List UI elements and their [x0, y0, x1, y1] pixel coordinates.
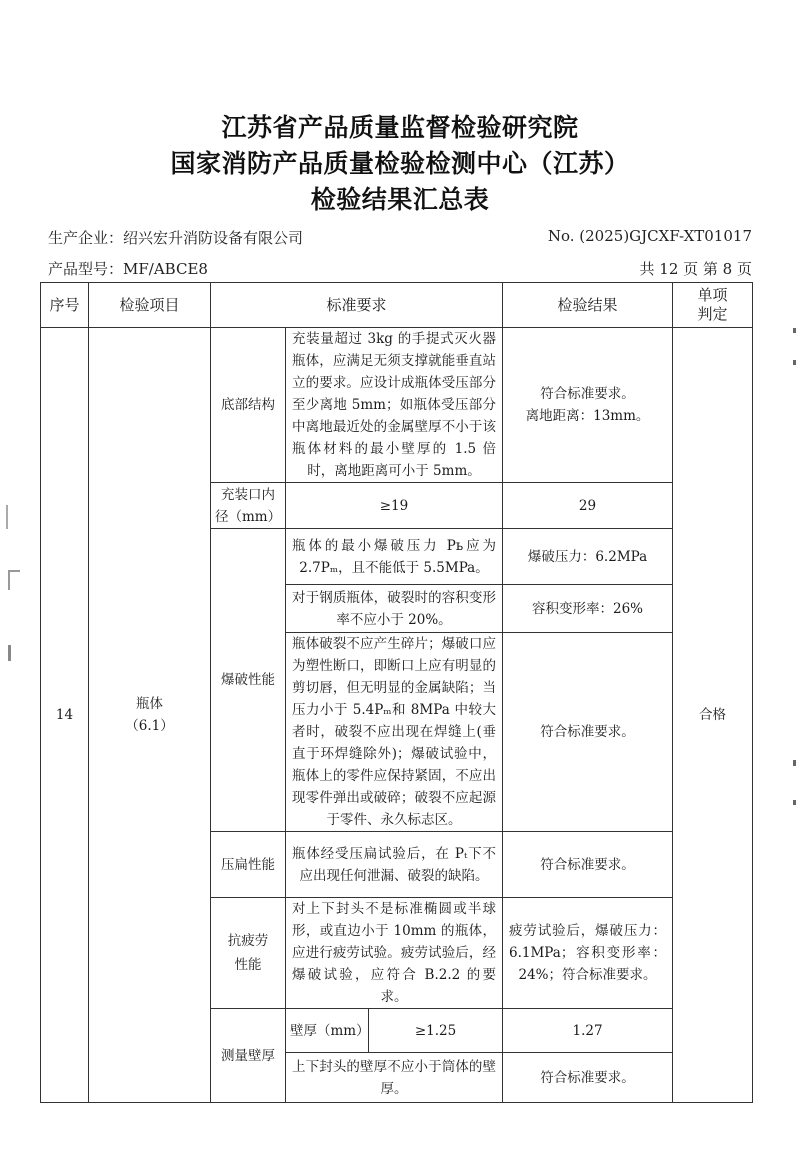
- burst-name: 爆破性能: [211, 529, 286, 832]
- burst-result-2: 容积变形率：26%: [503, 585, 673, 633]
- verdict-cell: 合格: [673, 328, 753, 1103]
- table-title: 检验结果汇总表: [310, 185, 490, 214]
- wall-sub-label: 壁厚（mm）: [286, 1009, 369, 1053]
- flattening-name: 压扁性能: [211, 832, 286, 898]
- manufacturer-label: 生产企业：: [48, 229, 124, 247]
- burst-requirement-3: 瓶体破裂不应产生碎片；爆破口应为塑性断口，即断口上应有明显的剪切唇，但无明显的金属缺陷；当压力小于 5.4Pₘ和 8MPa 中较大者时，破裂不应出现在焊缝上(垂直于环焊缝除外)；爆破试验中，瓶体上的零件应保持紧固，不应出现零件弹出或破碎；破裂不应起源于零件、永久标志区。: [286, 633, 503, 832]
- burst-result-3: 符合标准要求。: [503, 633, 673, 832]
- wall-requirement: ≥1.25: [369, 1009, 503, 1053]
- seq-cell: 14: [41, 328, 89, 1103]
- results-table: [40, 282, 753, 1103]
- burst-result-1: 爆破压力：6.2MPa: [503, 529, 673, 585]
- header-requirement: 标准要求: [211, 283, 503, 328]
- model-line: [48, 258, 208, 279]
- inlet-result: 29: [503, 483, 673, 529]
- bottom-structure-result: [503, 328, 673, 483]
- inlet-name: 充装口内径（mm）: [211, 483, 286, 529]
- scan-mark: [8, 570, 20, 590]
- scan-mark: [8, 645, 11, 661]
- header-verdict: 单项判定: [673, 283, 753, 328]
- wall-name: 测量壁厚: [211, 1009, 286, 1103]
- item-clause: （6.1）: [125, 718, 174, 734]
- bottom-result-line1: 符合标准要求。: [540, 386, 635, 402]
- item-cell: [89, 328, 211, 1103]
- bottom-structure-requirement: 充装量超过 3kg 的手提式灭火器瓶体，应满足无须支撑就能垂直站立的要求。应设计成瓶体受压部分至少离地 5mm；如瓶体受压部分中离地最近处的金属壁厚不小于该瓶体材料的最小壁厚的 1.5 倍时，离地距离可小于 5mm。: [286, 328, 503, 483]
- scan-mark: [793, 360, 796, 365]
- bottom-result-line2: 离地距离：13mm。: [525, 408, 650, 424]
- flattening-result: 符合标准要求。: [503, 832, 673, 898]
- scan-mark: [6, 505, 20, 529]
- institute-title: 江苏省产品质量监督检验研究院: [221, 113, 579, 142]
- wall-head-requirement: 上下封头的壁厚不应小于筒体的壁厚。: [286, 1053, 503, 1103]
- bottom-structure-name: 底部结构: [211, 328, 286, 483]
- inlet-requirement: ≥19: [286, 483, 503, 529]
- header-result: 检验结果: [503, 283, 673, 328]
- fatigue-requirement: 对上下封头不是标准椭圆或半球形，或直边小于 10mm 的瓶体，应进行疲劳试验。疲劳试验后，经爆破试验，应符合 B.2.2 的要求。: [286, 898, 503, 1009]
- model-value: MF/ABCE8: [123, 260, 208, 278]
- scan-mark: [793, 328, 796, 333]
- item-name: 瓶体: [136, 696, 163, 712]
- burst-requirement-1: 瓶体的最小爆破压力 Pь应为 2.7Pₘ，且不能低于 5.5MPa。: [286, 529, 503, 585]
- wall-head-result: 符合标准要求。: [503, 1053, 673, 1103]
- scan-mark: [793, 800, 796, 805]
- manufacturer-value: 绍兴宏升消防设备有限公司: [123, 229, 304, 247]
- row-bottom-structure: [41, 328, 753, 483]
- header-row: [41, 283, 753, 328]
- page-count: 共 12 页 第 8 页: [639, 260, 752, 278]
- header-item: 检验项目: [89, 283, 211, 328]
- fatigue-result: 疲劳试验后，爆破压力：6.1MPa；容积变形率：24%；符合标准要求。: [503, 898, 673, 1009]
- scan-mark: [793, 760, 796, 766]
- header-seq: 序号: [41, 283, 89, 328]
- wall-result: 1.27: [503, 1009, 673, 1053]
- model-label: 产品型号：: [48, 260, 124, 278]
- fatigue-name: 抗疲劳性能: [211, 898, 286, 1009]
- flattening-requirement: 瓶体经受压扁试验后，在 Pₜ下不应出现任何泄漏、破裂的缺陷。: [286, 832, 503, 898]
- burst-requirement-2: 对于钢质瓶体，破裂时的容积变形率不应小于 20%。: [286, 585, 503, 633]
- manufacturer-line: [48, 227, 303, 248]
- center-title: 国家消防产品质量检验检测中心（江苏）: [170, 149, 630, 178]
- report-number: No. (2025)GJCXF-XT01017: [547, 227, 752, 245]
